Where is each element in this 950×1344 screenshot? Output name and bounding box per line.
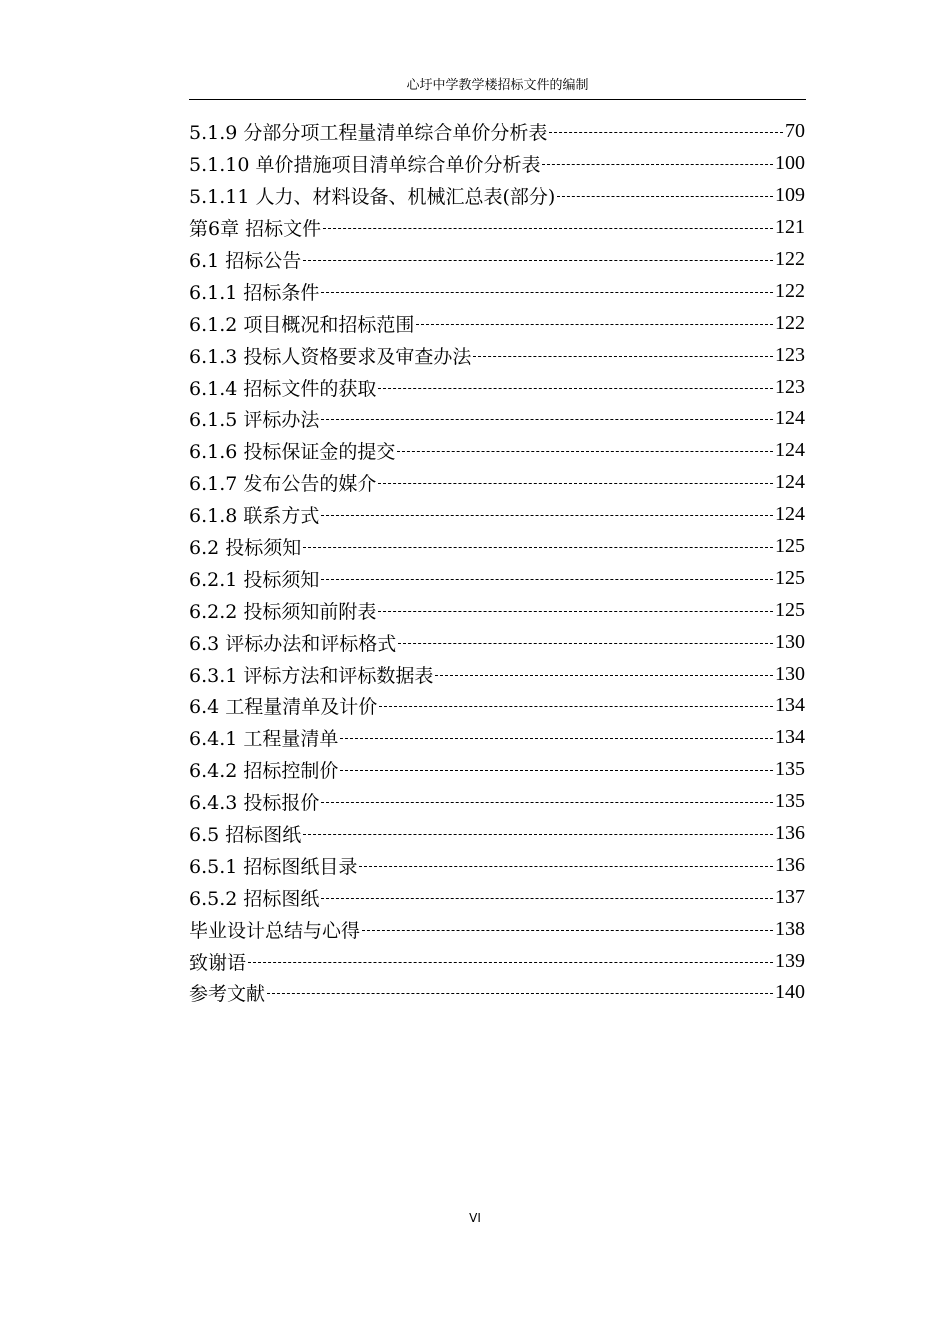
toc-entry-title: 6.4.2 招标控制价	[189, 760, 339, 783]
toc-entry-page: 125	[775, 535, 805, 558]
toc-entry-title: 参考文献	[189, 983, 266, 1006]
toc-dot-leader	[473, 356, 773, 357]
toc-entry[interactable]	[189, 658, 805, 690]
toc-entry-page: 100	[775, 152, 805, 175]
toc-entry[interactable]	[189, 626, 805, 658]
toc-entry-title: 6.2 投标须知	[189, 537, 302, 560]
toc-entry-page: 134	[775, 694, 805, 717]
toc-entry-page: 139	[775, 949, 805, 972]
toc-entry[interactable]	[189, 531, 805, 563]
toc-dot-leader	[398, 643, 773, 644]
toc-entry-title: 6.4.3 投标报价	[189, 792, 320, 815]
toc-entry-title: 5.1.9 分部分项工程量清单综合单价分析表	[189, 122, 548, 145]
toc-dot-leader	[397, 451, 773, 452]
toc-entry[interactable]	[189, 371, 805, 403]
toc-dot-leader	[321, 898, 773, 899]
toc-entry-title: 6.1.6 投标保证金的提交	[189, 441, 396, 464]
toc-dot-leader	[323, 228, 773, 229]
toc-dot-leader	[321, 292, 773, 293]
toc-dot-leader	[321, 419, 773, 420]
toc-entry-title: 6.1.7 发布公告的媒介	[189, 473, 377, 496]
toc-dot-leader	[340, 738, 773, 739]
toc-dot-leader	[435, 675, 773, 676]
toc-entry-title: 6.3.1 评标方法和评标数据表	[189, 664, 434, 687]
toc-dot-leader	[321, 515, 773, 516]
toc-entry-page: 109	[775, 184, 805, 207]
toc-entry-page: 122	[775, 311, 805, 334]
toc-entry[interactable]	[189, 722, 805, 754]
toc-entry[interactable]	[189, 881, 805, 913]
toc-entry[interactable]	[189, 562, 805, 594]
toc-entry-page: 125	[775, 598, 805, 621]
toc-entry[interactable]	[189, 499, 805, 531]
toc-entry[interactable]	[189, 244, 805, 276]
toc-entry[interactable]	[189, 977, 805, 1009]
toc-entry-page: 121	[775, 216, 805, 239]
toc-entry-title: 5.1.10 单价措施项目清单综合单价分析表	[189, 154, 541, 177]
toc-entry-title: 6.1.4 招标文件的获取	[189, 377, 377, 400]
toc-entry-title: 6.4.1 工程量清单	[189, 728, 339, 751]
toc-entry[interactable]	[189, 116, 805, 148]
toc-dot-leader	[303, 547, 773, 548]
toc-entry-title: 6.4 工程量清单及计价	[189, 696, 378, 719]
toc-entry-title: 6.5.2 招标图纸	[189, 887, 320, 910]
toc-entry-title: 6.1.1 招标条件	[189, 281, 320, 304]
toc-entry-page: 125	[775, 566, 805, 589]
toc-entry-page: 124	[775, 439, 805, 462]
toc-entry-title: 第6章 招标文件	[189, 218, 322, 241]
toc-entry-page: 122	[775, 248, 805, 270]
toc-dot-leader	[378, 611, 773, 612]
toc-dot-leader	[379, 706, 773, 707]
toc-dot-leader	[416, 324, 773, 325]
toc-entry-page: 136	[775, 853, 805, 876]
page-number: VI	[469, 1211, 481, 1225]
toc-entry-page: 130	[775, 630, 805, 653]
toc-entry[interactable]	[189, 818, 805, 850]
toc-entry-page: 124	[775, 407, 805, 430]
toc-entry-page: 140	[775, 981, 805, 1004]
toc-entry[interactable]	[189, 594, 805, 626]
header-rule	[189, 99, 806, 100]
toc-entry[interactable]	[189, 307, 805, 339]
toc-entry[interactable]	[189, 148, 805, 180]
toc-entry-page: 124	[775, 471, 805, 494]
toc-entry-page: 70	[785, 120, 805, 143]
toc-dot-leader	[248, 962, 773, 963]
toc-entry-page: 130	[775, 662, 805, 685]
toc-entry[interactable]	[189, 467, 805, 499]
toc-dot-leader	[321, 579, 773, 580]
toc-entry[interactable]	[189, 403, 805, 435]
toc-entry-page: 135	[775, 790, 805, 813]
toc-entry[interactable]	[189, 690, 805, 722]
toc-dot-leader	[321, 802, 773, 803]
toc-entry-title: 6.2.1 投标须知	[189, 568, 320, 591]
toc-entry-title: 6.1.3 投标人资格要求及审查办法	[189, 345, 472, 368]
toc-entry[interactable]	[189, 945, 805, 977]
toc-entry[interactable]	[189, 435, 805, 467]
toc-entry-page: 134	[775, 726, 805, 749]
toc-dot-leader	[362, 930, 773, 931]
toc-dot-leader	[378, 483, 773, 484]
toc-entry-title: 6.1.8 联系方式	[189, 505, 320, 528]
toc-entry-page: 124	[775, 503, 805, 526]
toc-entry-page: 123	[775, 343, 805, 366]
toc-entry-title: 6.1.2 项目概况和招标范围	[189, 313, 415, 336]
toc-dot-leader	[303, 834, 773, 835]
toc-dot-leader	[378, 388, 773, 389]
toc-entry-page: 137	[775, 885, 805, 908]
toc-entry-title: 6.1.5 评标办法	[189, 409, 320, 432]
toc-dot-leader	[542, 164, 773, 165]
toc-entry[interactable]	[189, 180, 805, 212]
toc-entry-page: 135	[775, 758, 805, 781]
toc-entry[interactable]	[189, 913, 805, 945]
running-header: 心圩中学教学楼招标文件的编制	[406, 78, 589, 93]
toc-dot-leader	[303, 260, 773, 261]
toc-entry[interactable]	[189, 275, 805, 307]
table-of-contents	[189, 116, 805, 1009]
toc-entry-page: 122	[775, 279, 805, 302]
toc-entry-title: 6.2.2 投标须知前附表	[189, 600, 377, 623]
toc-entry-page: 123	[775, 375, 805, 398]
toc-entry-title: 6.5 招标图纸	[189, 824, 302, 847]
toc-dot-leader	[267, 993, 773, 994]
toc-dot-leader	[340, 770, 773, 771]
toc-entry-title: 5.1.11 人力、材料设备、机械汇总表(部分)	[189, 186, 556, 209]
toc-entry-title: 致谢语	[189, 951, 247, 974]
toc-entry[interactable]	[189, 212, 805, 244]
toc-dot-leader	[557, 196, 773, 197]
toc-entry[interactable]	[189, 849, 805, 881]
toc-entry-title: 毕业设计总结与心得	[189, 919, 361, 942]
toc-entry-title: 6.3 评标办法和评标格式	[189, 632, 397, 655]
toc-entry[interactable]	[189, 339, 805, 371]
toc-entry-page: 138	[775, 917, 805, 940]
toc-entry-page: 136	[775, 822, 805, 845]
toc-entry-title: 6.1 招标公告	[189, 250, 302, 272]
toc-dot-leader	[359, 866, 773, 867]
toc-dot-leader	[549, 132, 783, 133]
toc-entry-title: 6.5.1 招标图纸目录	[189, 855, 358, 878]
toc-entry[interactable]	[189, 754, 805, 786]
toc-entry[interactable]	[189, 786, 805, 818]
